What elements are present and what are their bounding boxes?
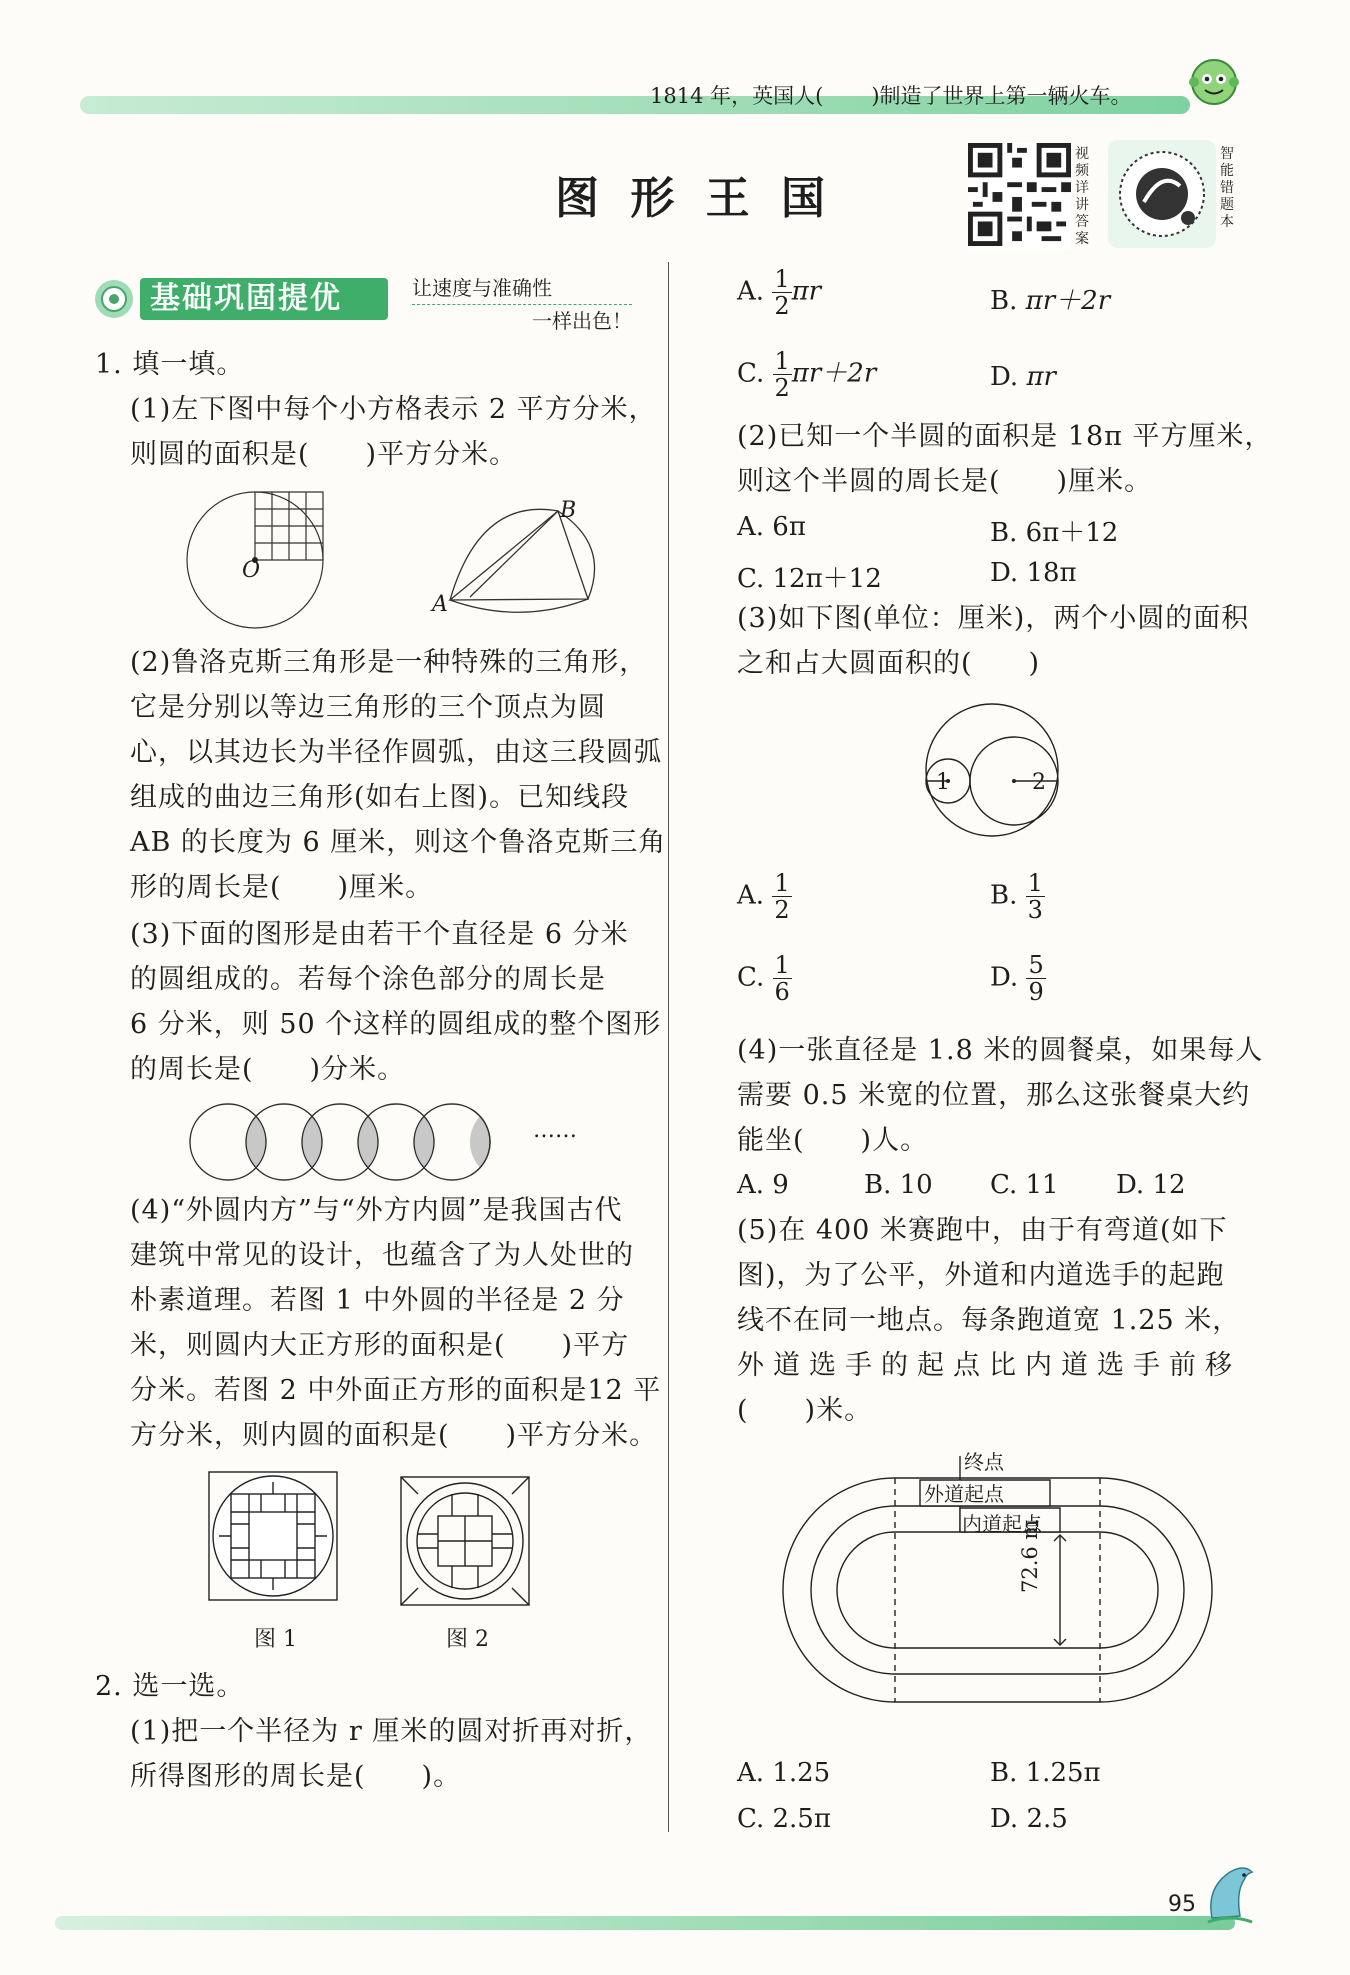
page-number: 95: [1168, 1892, 1196, 1917]
section-banner: [88, 274, 408, 324]
q2-heading: 2. 选一选。: [95, 1671, 245, 1702]
qr-label-video: 视频详讲答案: [1075, 146, 1089, 247]
q2-3-option-a[interactable]: A. $\frac{1}{2}$: [737, 869, 790, 924]
qr-code-wrongbook[interactable]: [1108, 140, 1216, 248]
q2-2-option-d[interactable]: D. 18π: [990, 558, 1077, 588]
q1-part2: (2)鲁洛克斯三角形是一种特殊的三角形， 它是分别以等边三角形的三个顶点为圆 心，以其边长为半径作圆弧，由这三段圆弧 组成的曲边三角形(如右上图)。已知线段 AB 的长度为 6 厘米，则这个鲁洛克斯三角 形的周长是( )厘米。: [130, 647, 667, 903]
track-inner-start-label: 内道起点: [962, 1512, 1042, 1536]
label-big-circle: 2: [1032, 770, 1046, 795]
q2-4-option-c[interactable]: C. 11: [990, 1170, 1059, 1200]
mascot-icon: [1185, 52, 1243, 114]
footer-band: [55, 1916, 1235, 1930]
q2-4-option-b[interactable]: B. 10: [864, 1170, 933, 1200]
qr-label-wrongbook: 智能错题本: [1220, 146, 1234, 230]
q2-1-option-c[interactable]: C. $\frac{1}{2}$ πr＋2r: [737, 347, 877, 402]
q1-part4: (4)“外圆内方”与“外方内圆”是我国古代 建筑中常见的设计，也蕴含了为人处世的 朴素道理。若图 1 中外圆的半径是 2 分 米，则圆内大正方形的面积是( )平方 分米。若图 2 中外面正方形的面积是12 平 方分米，则内圆的面积是( )平方分米。: [130, 1195, 662, 1451]
q2-1-option-b[interactable]: B. πr＋2r: [990, 286, 1111, 316]
q2-2-option-b[interactable]: B. 6π＋12: [990, 518, 1119, 548]
column-divider: [668, 262, 669, 1832]
q2-5-option-b[interactable]: B. 1.25π: [990, 1758, 1101, 1788]
section-motto: 让速度与准确性 一样出色！: [412, 276, 632, 333]
circle-chain-figure: [188, 1102, 528, 1186]
q2-part2: (2)已知一个半圆的面积是 18π 平方厘米， 则这个半圆的周长是( )厘米。: [737, 421, 1273, 497]
track-finish-label: 终点: [964, 1450, 1004, 1474]
fig1-caption: 图 1: [254, 1627, 297, 1652]
label-A: A: [432, 592, 448, 617]
q1-part3: (3)下面的图形是由若干个直径是 6 分米 的圆组成的。若每个涂色部分的周长是 6 分米，则 50 个这样的圆组成的整个图形 的周长是( )分米。: [130, 919, 662, 1085]
q2-part1: (1)把一个半径为 r 厘米的圆对折再对折， 所得图形的周长是( )。: [130, 1716, 653, 1792]
q2-1-option-a[interactable]: A. $\frac{1}{2}$ πr: [737, 265, 822, 320]
label-small-circle: 1: [936, 770, 950, 795]
q2-part3: (3)如下图(单位：厘米)，两个小圆的面积 之和占大圆面积的( ): [737, 603, 1250, 679]
track-width-dim: 72.6 m: [1018, 1519, 1042, 1593]
q1-part1: (1)左下图中每个小方格表示 2 平方分米， 则圆的面积是( )平方分米。: [130, 394, 657, 470]
page-title: 图 形 王 国: [555, 173, 833, 224]
window-figure-1: [205, 1468, 341, 1608]
q2-5-option-d[interactable]: D. 2.5: [990, 1804, 1068, 1834]
q2-5-option-c[interactable]: C. 2.5π: [737, 1804, 831, 1834]
fig2-caption: 图 2: [446, 1627, 489, 1652]
q2-3-option-b[interactable]: B. $\frac{1}{3}$: [990, 869, 1043, 924]
q2-part4: (4)一张直径是 1.8 米的圆餐桌，如果每人 需要 0.5 米宽的位置，那么这张餐桌大约 能坐( )人。: [737, 1035, 1264, 1156]
q1-heading: 1. 填一填。: [95, 349, 245, 380]
label-B: B: [560, 498, 577, 523]
q2-2-option-a[interactable]: A. 6π: [737, 512, 806, 542]
track-outer-start-label: 外道起点: [924, 1482, 1004, 1506]
q2-5-option-a[interactable]: A. 1.25: [737, 1758, 831, 1788]
window-figure-2: [398, 1474, 532, 1612]
q2-4-option-a[interactable]: A. 9: [737, 1170, 789, 1200]
section-banner-label: 基础巩固提优: [150, 281, 342, 316]
chain-ellipsis: ……: [533, 1118, 577, 1143]
q2-3-option-d[interactable]: D. $\frac{5}{9}$: [990, 951, 1044, 1006]
qr-code-video[interactable]: [968, 143, 1071, 250]
q2-2-option-c[interactable]: C. 12π＋12: [737, 564, 882, 594]
header-fact: 1814 年，英国人( )制造了世界上第一辆火车。: [650, 84, 1132, 108]
q2-part5: (5)在 400 米赛跑中，由于有弯道(如下 图)，为了公平，外道和内道选手的起跑 线不在同一地点。每条跑道宽 1.25 米， 外道选手的起点比内道选手前移 ( )米。: [737, 1215, 1241, 1426]
q2-1-option-d[interactable]: D. πr: [990, 362, 1056, 392]
dolphin-icon: [1200, 1858, 1260, 1932]
q2-4-option-d[interactable]: D. 12: [1116, 1170, 1186, 1200]
label-O: O: [242, 558, 261, 583]
q2-3-option-c[interactable]: C. $\frac{1}{6}$: [737, 951, 790, 1006]
